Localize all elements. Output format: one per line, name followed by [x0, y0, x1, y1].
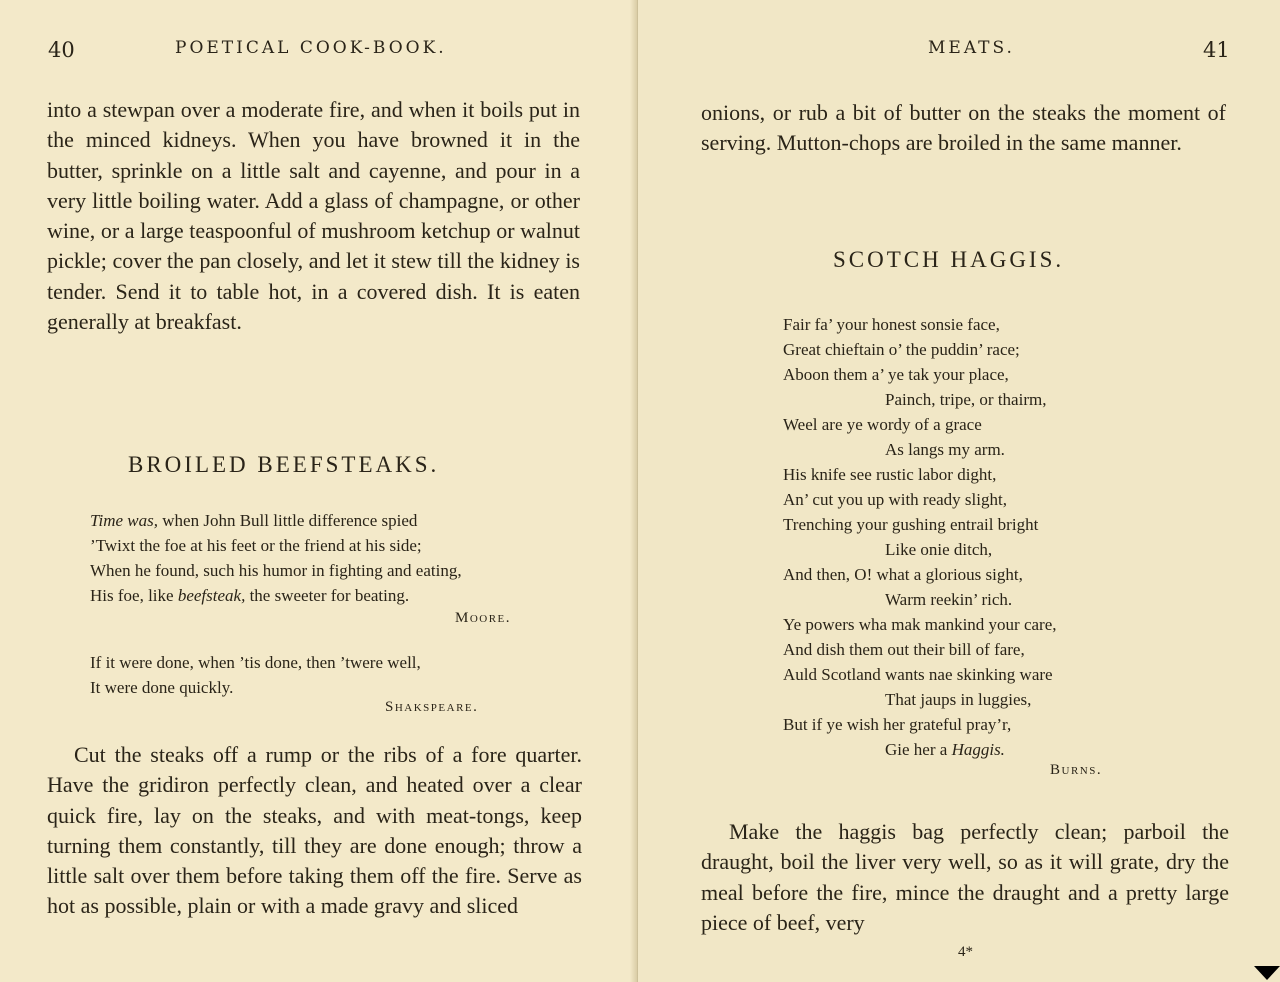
opening-paragraph: into a stewpan over a moderate fire, and when it boils put in the minced kidneys. When you have browned it in the butter, sprinkle on a little salt and cayenne, and pour in a very little boiling water. Add a glass of champagne, or other wine, or a large teaspoonful of mushroom ketchup or walnut pickle; cover the pan closely, and let it stew till the kidney is tender. Send it to table hot, in a covered dish. It is eaten generally at breakfast. — [47, 97, 580, 335]
recipe-paragraph: Make the haggis bag perfectly clean; parboil the draught, boil the liver very well, so as it will grate, dry the meal before the fire, mince the draught and a pretty large piece of beef, very — [701, 819, 1229, 935]
poem-line: Great chieftain o’ the puddin’ race; — [783, 340, 1020, 359]
poem-haggis — [783, 312, 1057, 762]
section-title: BROILED BEEFSTEAKS. — [128, 452, 440, 477]
verse-line: If it were done, when ’tis done, then ’twere well, — [90, 653, 421, 672]
signature-mark: 4* — [958, 944, 973, 960]
poem-line: And then, O! what a glorious sight, — [783, 565, 1023, 584]
poem-line: But if ye wish her grateful pray’r, — [783, 715, 1012, 734]
scroll-down-arrow-icon[interactable] — [1254, 966, 1280, 980]
verse-line: Time was, when John Bull little difference spied — [90, 511, 418, 530]
section-title: SCOTCH HAGGIS. — [833, 247, 1065, 272]
poem-line: His knife see rustic labor dight, — [783, 465, 997, 484]
verse-line: It were done quickly. — [90, 678, 234, 697]
epigraph-shakspeare — [90, 650, 421, 700]
poem-line: Fair fa’ your honest sonsie face, — [783, 315, 1000, 334]
right-page — [638, 0, 1280, 982]
epigraph-moore — [90, 508, 462, 608]
poem-line: Ye powers wha mak mankind your care, — [783, 615, 1057, 634]
poem-line: Gie her a Haggis. — [885, 740, 1005, 759]
verse-line: His foe, like beefsteak, the sweeter for beating. — [90, 586, 410, 605]
poem-line: That jaups in luggies, — [885, 690, 1032, 709]
poem-line: And dish them out their bill of fare, — [783, 640, 1025, 659]
page-number: 41 — [1203, 38, 1230, 62]
attribution-shakspeare: Shakspeare. — [385, 699, 479, 715]
running-head: MEATS. — [928, 38, 1015, 58]
left-page — [0, 0, 638, 982]
poem-line: Painch, tripe, or thairm, — [885, 390, 1047, 409]
poem-line: Weel are ye wordy of a grace — [783, 415, 982, 434]
poem-line: Auld Scotland wants nae skinking ware — [783, 665, 1053, 684]
poem-line: Trenching your gushing entrail bright — [783, 515, 1039, 534]
poem-line: An’ cut you up with ready slight, — [783, 490, 1007, 509]
running-head: POETICAL COOK-BOOK. — [175, 38, 447, 58]
poem-line: As langs my arm. — [885, 440, 1005, 459]
recipe-paragraph: Cut the steaks off a rump or the ribs of a fore quarter. Have the gridiron perfectly clean, and heated over a clear quick fire, lay on the steaks, and with meat-tongs, keep turning them constantly, till they are done enough; throw a little salt over them before taking them off the fire. Serve as hot as possible, plain or with a made gravy and sliced — [47, 742, 582, 919]
page-number: 40 — [48, 38, 75, 62]
attribution-burns: Burns. — [1050, 762, 1103, 778]
poem-line: Like onie ditch, — [885, 540, 993, 559]
poem-line: Aboon them a’ ye tak your place, — [783, 365, 1009, 384]
poem-line: Warm reekin’ rich. — [885, 590, 1013, 609]
attribution-moore: Moore. — [455, 610, 512, 626]
verse-line: When he found, such his humor in fighting and eating, — [90, 561, 462, 580]
opening-paragraph: onions, or rub a bit of butter on the steaks the moment of serving. Mutton-chops are broiled in the same manner. — [701, 100, 1226, 156]
verse-line: ’Twixt the foe at his feet or the friend at his side; — [90, 536, 422, 555]
